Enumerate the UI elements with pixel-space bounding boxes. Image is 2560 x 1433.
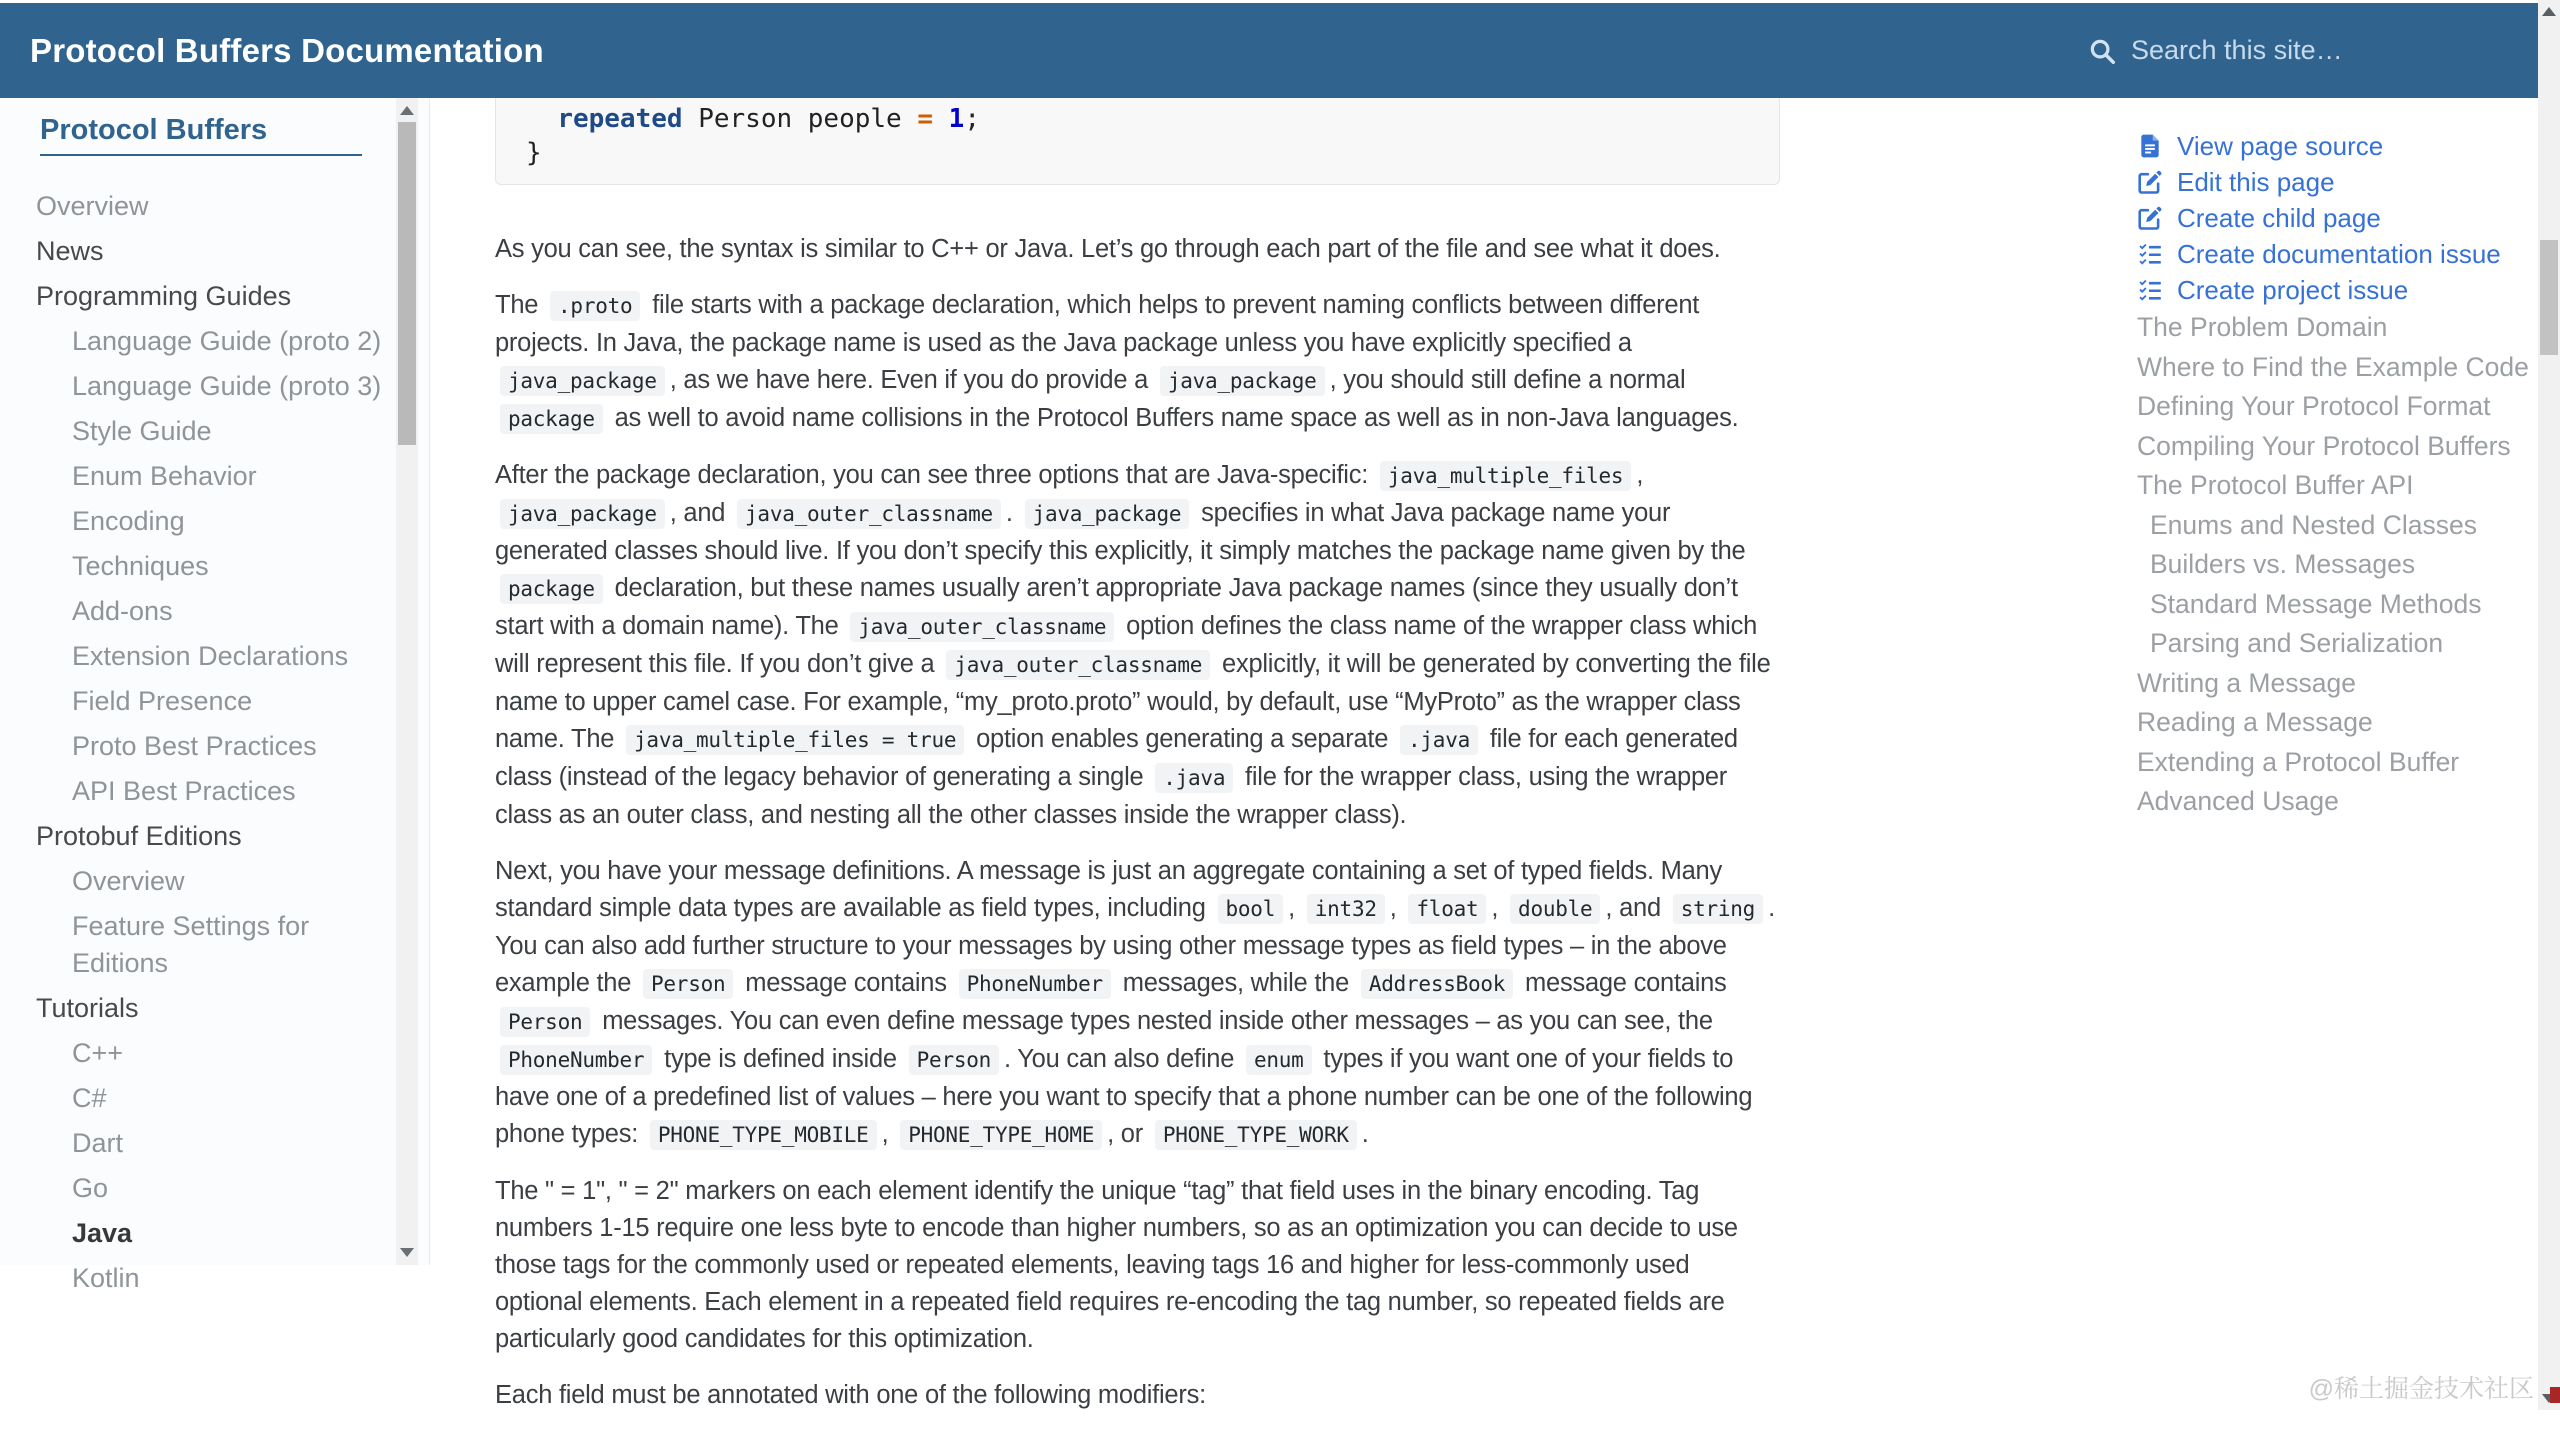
inline-code: Person <box>500 1007 590 1037</box>
toc-where-to-find-the-example-code[interactable]: Where to Find the Example Code <box>2137 351 2529 382</box>
sidebar-item-overview[interactable]: Overview <box>36 191 149 221</box>
sidebar-scrollbar[interactable] <box>396 98 418 1265</box>
inline-code: Person <box>909 1045 999 1075</box>
toc <box>2137 308 2549 822</box>
site-search[interactable] <box>2087 34 2423 67</box>
toc-the-problem-domain[interactable]: The Problem Domain <box>2137 312 2388 342</box>
code-block <box>495 98 1780 185</box>
paragraph: Each field must be annotated with one of the following modifiers: <box>495 1381 1206 1409</box>
article-body <box>495 231 1780 1414</box>
watermark: @稀土掘金技术社区 <box>2308 1375 2534 1403</box>
inline-code: PHONE_TYPE_MOBILE <box>650 1120 877 1150</box>
paragraph: Next, you have your message definitions. A message is just an aggregate containing a set of typed fields. Many standard simple data types are available as field types, including bool , int32 , float , double , and string . You can also add further structure to your messages by using other message types as field types – in the above example the Person message contains PhoneNumber messages, while the AddressBook message contains Person messages. You can even define message types nested inside other messages – as you can see, the PhoneNumber type is defined inside Person . You can also define enum types if you want one of your fields to have one of a predefined list of values – here you want to specify that a phone number can be one of the following phone types: PHONE_TYPE_MOBILE , PHONE_TYPE_HOME , or PHONE_TYPE_WORK . <box>495 857 1775 1148</box>
action-edit-this-page[interactable] <box>2137 164 2549 200</box>
action-label: Create project issue <box>2177 274 2409 305</box>
sidebar-item-add-ons[interactable]: Add-ons <box>72 596 173 626</box>
inline-code: package <box>500 404 603 434</box>
sidebar-item-c[interactable]: C# <box>72 1083 107 1113</box>
sidebar-item-overview[interactable]: Overview <box>72 866 185 896</box>
sidebar-item-java[interactable]: Java <box>72 1218 133 1248</box>
action-label: Create documentation issue <box>2177 238 2501 269</box>
inline-code: java_outer_classname <box>737 499 1001 529</box>
inline-code: float <box>1408 894 1486 924</box>
code-block-text <box>526 102 1749 170</box>
inline-code: string <box>1673 894 1763 924</box>
sidebar-item-go[interactable]: Go <box>72 1173 109 1203</box>
code-token: = <box>917 104 934 134</box>
sidebar-item-kotlin[interactable]: Kotlin <box>72 1263 140 1293</box>
inline-code: java_multiple_files <box>1380 461 1631 491</box>
inline-code: .java <box>1400 725 1478 755</box>
inline-code: java_outer_classname <box>850 612 1114 642</box>
inline-code: bool <box>1218 894 1284 924</box>
inline-code: PhoneNumber <box>959 969 1111 999</box>
sidebar-item-style-guide[interactable]: Style Guide <box>72 416 212 446</box>
sidebar-title[interactable]: Protocol Buffers <box>40 114 268 146</box>
inline-code: int32 <box>1307 894 1385 924</box>
toc-builders-vs-messages[interactable]: Builders vs. Messages <box>2150 549 2416 579</box>
toc-parsing-and-serialization[interactable]: Parsing and Serialization <box>2150 628 2444 658</box>
inline-code: java_package <box>500 366 665 396</box>
sidebar-item-language-guide-proto-2[interactable]: Language Guide (proto 2) <box>72 326 382 356</box>
code-token: 1 <box>948 104 965 134</box>
code-token: Person people <box>682 104 918 134</box>
inline-code: AddressBook <box>1361 969 1513 999</box>
sidebar-item-proto-best-practices[interactable]: Proto Best Practices <box>72 731 317 761</box>
action-create-project-issue[interactable] <box>2137 272 2549 308</box>
sidebar-item-c[interactable]: C++ <box>72 1038 124 1068</box>
action-view-page-source[interactable] <box>2137 128 2549 164</box>
sidebar-item-protobuf-editions[interactable]: Protobuf Editions <box>36 821 242 851</box>
page-actions <box>2137 128 2549 308</box>
scroll-down-icon[interactable] <box>400 1248 414 1257</box>
right-sidebar <box>2137 98 2549 822</box>
paragraph: After the package declaration, you can see three options that are Java-specific: java_multiple_files , java_package , and java_outer_classname . java_package specifies in what Java package name your generated classes should live. If you don’t specify this explicitly, it simply matches the package name given by the package declaration, but these names usually aren’t appropriate Java package names (since they usually don’t start with a domain name). The java_outer_classname option defines the class name of the wrapper class which will represent this file. If you don’t give a java_outer_classname explicitly, it will be generated by converting the file name to upper camel case. For example, “my_proto.proto” would, by default, use “MyProto” as the wrapper class name. The java_multiple_files = true option enables generating a separate .java file for each generated class (instead of the legacy behavior of generating a single .java file for the wrapper class, using the wrapper class as an outer class, and nesting all the other classes inside the wrapper class). <box>495 461 1771 829</box>
watermark-logo <box>2550 1387 2560 1403</box>
sidebar-item-encoding[interactable]: Encoding <box>72 506 185 536</box>
inline-code: .proto <box>550 291 640 321</box>
toc-advanced-usage[interactable]: Advanced Usage <box>2137 786 2339 816</box>
article <box>495 98 1780 1433</box>
inline-code: PhoneNumber <box>500 1045 652 1075</box>
sidebar-item-field-presence[interactable]: Field Presence <box>72 686 253 716</box>
sidebar-item-techniques[interactable]: Techniques <box>72 551 209 581</box>
inline-code: java_package <box>1025 499 1190 529</box>
scroll-up-icon[interactable] <box>2542 7 2556 16</box>
code-token: ; <box>964 104 980 134</box>
edit-icon <box>2137 205 2163 231</box>
toc-enums-and-nested-classes[interactable]: Enums and Nested Classes <box>2150 509 2477 540</box>
paragraph: The .proto file starts with a package declaration, which helps to prevent naming conflicts between different projects. In Java, the package name is used as the Java package unless you have explicitly specified a java_package , as we have here. Even if you do provide a java_package , you should still define a normal package as well to avoid name collisions in the Protocol Buffers name space as well as in non-Java languages. <box>495 291 1739 432</box>
sidebar-scrollbar-thumb[interactable] <box>398 122 416 445</box>
toc-compiling-your-protocol-buffers[interactable]: Compiling Your Protocol Buffers <box>2137 430 2511 461</box>
inline-code: PHONE_TYPE_WORK <box>1155 1120 1357 1150</box>
action-label: View page source <box>2177 130 2384 161</box>
sidebar-item-programming-guides[interactable]: Programming Guides <box>36 281 292 311</box>
file-icon <box>2137 133 2163 159</box>
inline-code: Person <box>643 969 733 999</box>
toc-defining-your-protocol-format[interactable]: Defining Your Protocol Format <box>2137 391 2491 421</box>
sidebar-item-enum-behavior[interactable]: Enum Behavior <box>72 461 257 491</box>
inline-code: package <box>500 574 603 604</box>
inline-code: java_package <box>500 499 665 529</box>
page-scrollbar-thumb[interactable] <box>2540 240 2558 355</box>
action-label: Edit this page <box>2177 166 2335 197</box>
code-token: repeated <box>557 104 683 134</box>
toc-reading-a-message[interactable]: Reading a Message <box>2137 707 2373 737</box>
scroll-up-icon[interactable] <box>400 106 414 115</box>
sidebar-item-feature-settings-for-editions[interactable]: Feature Settings for Editions <box>72 911 310 978</box>
sidebar-item-tutorials[interactable]: Tutorials <box>36 993 139 1023</box>
code-token <box>526 104 557 134</box>
inline-code: enum <box>1246 1045 1312 1075</box>
search-icon <box>2087 36 2117 66</box>
inline-code: .java <box>1155 763 1233 793</box>
paragraph: The " = 1", " = 2" markers on each element identify the unique “tag” that field uses in the binary encoding. Tag numbers 1-15 require one less byte to encode than higher numbers, so as an optimization you can decide to use those tags for the commonly used or repeated elements, leaving tags 16 and higher for less-commonly used optional elements. Each element in a repeated field requires re-encoding the tag number, so repeated fields are particularly good candidates for this optimization. <box>495 1177 1738 1353</box>
inline-code: PHONE_TYPE_HOME <box>900 1120 1102 1150</box>
action-label: Create child page <box>2177 202 2381 233</box>
sidebar-item-api-best-practices[interactable]: API Best Practices <box>72 776 296 806</box>
action-create-documentation-issue[interactable] <box>2137 236 2549 272</box>
toc-the-protocol-buffer-api[interactable]: The Protocol Buffer API <box>2137 470 2414 500</box>
inline-code: java_outer_classname <box>946 650 1210 680</box>
toc-standard-message-methods[interactable]: Standard Message Methods <box>2150 588 2482 619</box>
edit-icon <box>2137 169 2163 195</box>
code-token <box>933 104 949 134</box>
app-header <box>0 3 2538 98</box>
sidebar-nav <box>0 184 429 1301</box>
paragraph: As you can see, the syntax is similar to C++ or Java. Let’s go through each part of the file and see what it does. <box>495 235 1721 263</box>
checklist-icon <box>2137 277 2163 303</box>
toc-extending-a-protocol-buffer[interactable]: Extending a Protocol Buffer <box>2137 746 2460 777</box>
toc-writing-a-message[interactable]: Writing a Message <box>2137 667 2356 698</box>
page-scrollbar[interactable] <box>2538 0 2560 1410</box>
sidebar-item-language-guide-proto-3[interactable]: Language Guide (proto 3) <box>72 371 382 401</box>
inline-code: java_multiple_files = true <box>626 725 964 755</box>
inline-code: java_package <box>1160 366 1325 396</box>
inline-code: double <box>1510 894 1600 924</box>
code-token: } <box>526 138 542 168</box>
page-title: Protocol Buffers Documentation <box>30 31 544 69</box>
sidebar-item-dart[interactable]: Dart <box>72 1128 124 1158</box>
left-sidebar <box>0 98 430 1293</box>
action-create-child-page[interactable] <box>2137 200 2549 236</box>
sidebar-item-news[interactable]: News <box>36 236 104 266</box>
sidebar-title-underline <box>40 154 362 156</box>
checklist-icon <box>2137 241 2163 267</box>
search-input[interactable] <box>2129 34 2423 67</box>
sidebar-item-extension-declarations[interactable]: Extension Declarations <box>72 641 349 671</box>
